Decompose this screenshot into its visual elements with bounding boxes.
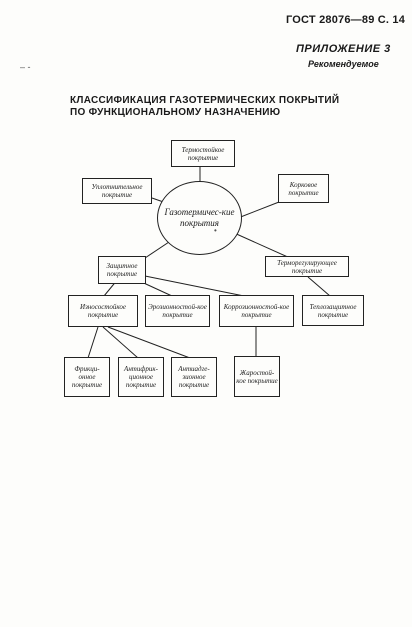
recommended-label: Рекомендуемое	[308, 59, 379, 69]
node-wear-resistant: Износостойкое покрытие	[68, 295, 138, 327]
node-erosion-resistant: Эрозионностой-кое покрытие	[145, 295, 210, 327]
node-corrosion-resistant: Коррозионностой-кое покрытие	[219, 295, 294, 327]
node-crust: Корковое покрытие	[278, 174, 329, 203]
node-sealing: Уплотнительное покрытие	[82, 178, 152, 204]
node-heat-protective: Теплозащитное покрытие	[302, 295, 364, 326]
node-heat-resistant-metal: Жаростой-кое покрытие	[234, 356, 280, 397]
node-antifriction: Антифрик-ционное покрытие	[118, 357, 164, 397]
node-friction: Фрикци-онное покрытие	[64, 357, 110, 397]
node-thermoregulating: Терморегулирующее покрытие	[265, 256, 349, 277]
node-protective: Защитное покрытие	[98, 256, 146, 284]
title-line-2: ПО ФУНКЦИОНАЛЬНОМУ НАЗНАЧЕНИЮ	[70, 107, 281, 118]
title-line-1: КЛАССИФИКАЦИЯ ГАЗОТЕРМИЧЕСКИХ ПОКРЫТИЙ	[70, 95, 340, 106]
node-heat-resistant: Термостойкое покрытие	[171, 140, 235, 167]
margin-mark: – -	[20, 62, 31, 72]
standard-reference: ГОСТ 28076—89 С. 14	[286, 14, 406, 26]
appendix-label: ПРИЛОЖЕНИЕ 3	[296, 43, 391, 55]
node-anti-adhesion: Антиадге-зионное покрытие	[171, 357, 217, 397]
node-center: Газотермичес-кие покрытия	[157, 181, 242, 255]
dot-mark: •	[214, 226, 217, 235]
